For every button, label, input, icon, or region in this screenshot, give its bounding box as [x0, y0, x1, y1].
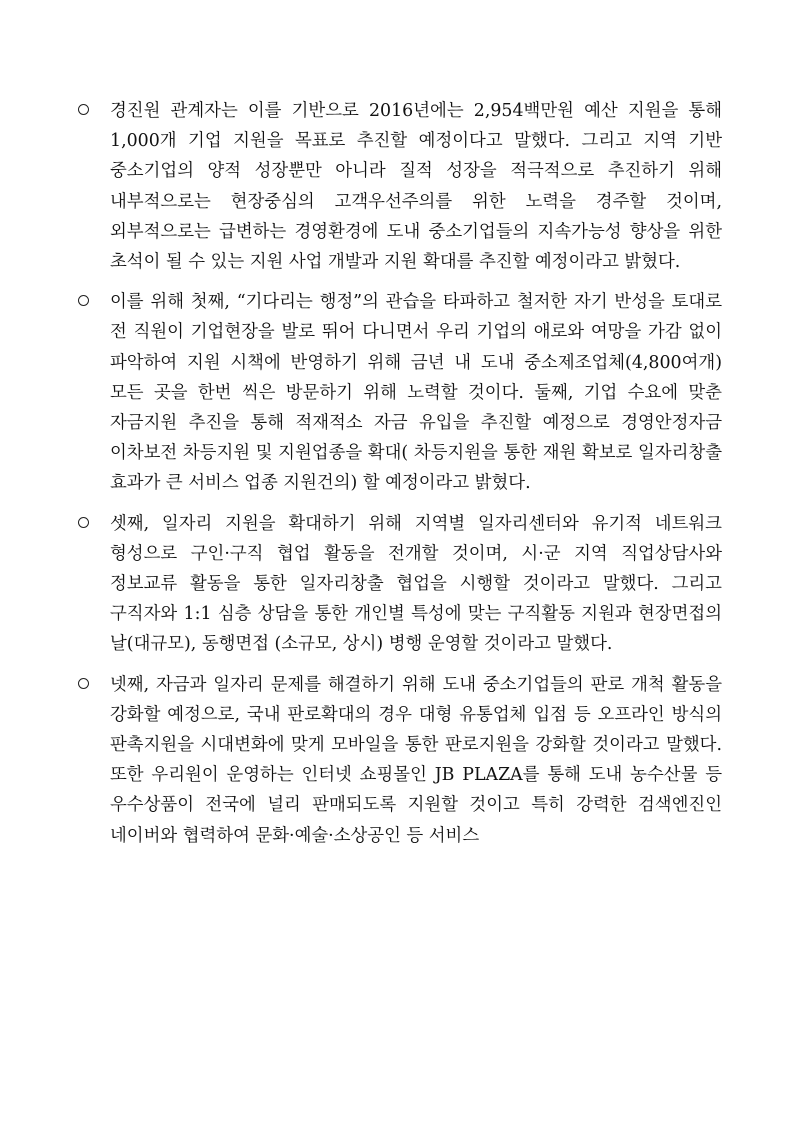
paragraph-fourth-sales-channels	[78, 670, 722, 851]
document-body	[78, 96, 722, 861]
paragraph-text: 이를 위해 첫째, “기다리는 행정”의 관습을 타파하고 철저한 자기 반성을 토대로 전 직원이 기업현장을 발로 뛰어 다니면서 우리 기업의 애로와 여망을 가감 없이 파악하여 지원 시책에 반영하기 위해 금년 내 도내 중소제조업체(4,800여개) 모든 곳을 한번 씩은 방문하기 위해 노력할 것이다. 둘째, 기업 수요에 맞춘 자금지원 추진을 통해 적재적소 자금 유입을 추진할 예정으로 경영안정자금 이차보전 차등지원 및 지원업종을 확대( 차등지원을 통한 재원 확보로 일자리창출 효과가 큰 서비스 업종 지원건의) 할 예정이라고 밝혔다.	[110, 292, 722, 494]
paragraph-text: 경진원 관계자는 이를 기반으로 2016년에는 2,954백만원 예산 지원을 통해 1,000개 기업 지원을 목표로 추진할 예정이다고 말했다. 그리고 지역 기반 중소기업의 양적 성장뿐만 아니라 질적 성장을 적극적으로 추진하기 위해 내부적으로는 현장중심의 고객우선주의를 위한 노력을 경주할 것이며, 외부적으로는 급변하는 경영환경에 도내 중소기업들의 지속가능성 향상을 위한 초석이 될 수 있는 지원 사업 개발과 지원 확대를 추진할 예정이라고 밝혔다.	[110, 101, 722, 273]
circle-bullet-icon	[78, 517, 89, 528]
paragraph-third-employment	[78, 509, 722, 660]
circle-bullet-icon	[78, 678, 89, 689]
paragraph-budget-plan	[78, 96, 722, 277]
paragraph-text: 넷째, 자금과 일자리 문제를 해결하기 위해 도내 중소기업들의 판로 개척 활동을 강화할 예정으로, 국내 판로확대의 경우 대형 유통업체 입점 등 오프라인 방식의 판촉지원을 시대변화에 맞게 모바일을 통한 판로지원을 강화할 것이라고 말했다. 또한 우리원이 운영하는 인터넷 쇼핑몰인 JB PLAZA를 통해 도내 농수산물 등 우수상품이 전국에 널리 판매되도록 지원할 것이고 특히 강력한 검색엔진인 네이버와 협력하여 문화·예술·소상공인 등 서비스	[110, 674, 722, 846]
circle-bullet-icon	[78, 104, 89, 115]
paragraph-text: 셋째, 일자리 지원을 확대하기 위해 지역별 일자리센터와 유기적 네트워크 형성으로 구인·구직 협업 활동을 전개할 것이며, 시·군 지역 직업상담사와 정보교류 활동을 통한 일자리창출 협업을 시행할 것이라고 말했다. 그리고 구직자와 1:1 심층 상담을 통한 개인별 특성에 맞는 구직활동 지원과 현장면접의 날(대규모), 동행면접 (소규모, 상시) 병행 운영할 것이라고 말했다.	[110, 513, 722, 655]
paragraph-first-field-visits	[78, 287, 722, 498]
circle-bullet-icon	[78, 295, 89, 306]
